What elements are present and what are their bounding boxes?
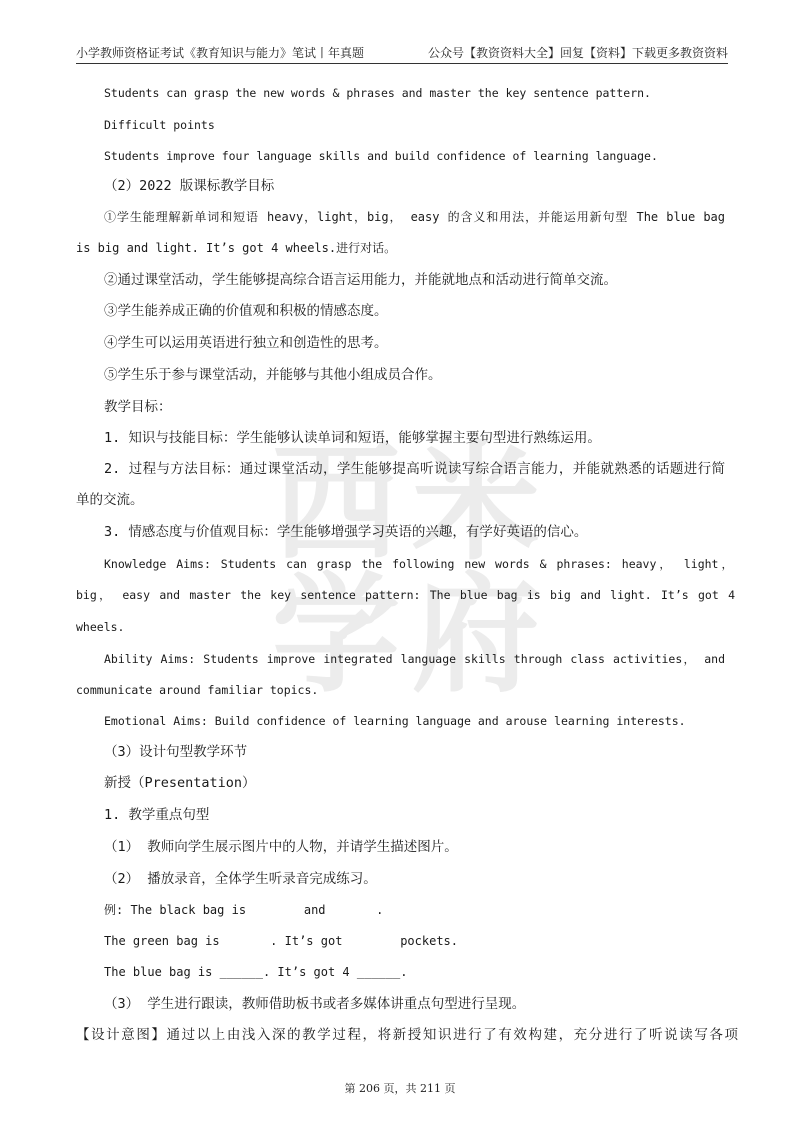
design-intent-text: 【设计意图】通过以上由浅入深的教学过程，将新授知识进行了有效构建，充分进行了听说读写各项 [76,1027,738,1043]
process-method-objective-continued: 单的交流。 [76,492,144,508]
objective-1-text: ①学生能理解新单词和短语 heavy，light，big， easy 的含义和用法，并能运用新句型 The blue bag [104,210,725,224]
curriculum-objectives-heading: （2）2022 版课标教学目标 [104,178,275,194]
example-blue-bag: The blue bag is ______. It’s got 4 ______. [104,965,408,979]
watermark-char: 学 [272,561,401,710]
ability-aims-text: Ability Aims: Students improve integrated language skills through class activities， and [104,652,725,666]
example-green-bag: The green bag is . It’s got pockets. [104,934,459,948]
step-3-text: （3） 学生进行跟读，教师借助板书或者多媒体讲重点句型进行呈现。 [104,996,526,1012]
header-promo-text: 公众号【教资资料大全】回复【资料】下载更多教资资料 [427,46,728,60]
difficult-points-heading: Difficult points [104,118,215,132]
header-divider [76,63,728,64]
header-exam-title: 小学教师资格证考试《教育知识与能力》笔试丨年真题 [76,46,365,60]
key-sentence-heading: 1. 教学重点句型 [104,807,210,823]
teaching-objectives-heading: 教学目标： [104,399,172,415]
key-point-text: Students can grasp the new words & phrases and master the key sentence pattern. [104,86,651,100]
knowledge-skill-objective: 1. 知识与技能目标：学生能够认读单词和短语，能够掌握主要句型进行熟练运用。 [104,430,601,446]
step-1-text: （1） 教师向学生展示图片中的人物，并请学生描述图片。 [104,839,458,855]
ability-aims-continued: communicate around familiar topics. [76,683,319,697]
watermark-char: 府 [412,561,541,710]
page-number-footer: 第 206 页，共 211 页 [344,1082,456,1095]
process-method-objective: 2. 过程与方法目标：通过课堂活动，学生能够提高听说读写综合语言能力，并能就熟悉的话题进行简 [104,461,725,477]
step-2-text: （2） 播放录音，全体学生听录音完成练习。 [104,871,377,887]
difficult-point-text: Students improve four language skills and build confidence of learning language. [104,149,658,163]
objective-5-text: ⑤学生乐于参与课堂活动，并能够与其他小组成员合作。 [104,367,442,383]
knowledge-aims-end: wheels. [76,620,125,634]
sentence-teaching-heading: （3）设计句型教学环节 [104,744,248,760]
presentation-heading: 新授（Presentation） [104,775,256,791]
objective-4-text: ④学生可以运用英语进行独立和创造性的思考。 [104,335,388,351]
objective-1-continued: is big and light. It’s got 4 wheels.进行对话。 [76,241,397,255]
emotional-aims-text: Emotional Aims: Build confidence of learning language and arouse learning interests. [104,714,686,728]
knowledge-aims-continued: big， easy and master the key sentence pattern: The blue bag is big and light. It’s got 4 [76,588,735,602]
objective-2-text: ②通过课堂活动，学生能够提高综合语言运用能力，并能就地点和活动进行简单交流。 [104,272,617,288]
watermark-char: 米 [412,429,541,578]
example-black-bag: 例: The black bag is and . [104,903,384,917]
watermark-char: 西 [272,429,401,578]
objective-3-text: ③学生能养成正确的价值观和积极的情感态度。 [104,303,388,319]
emotion-attitude-objective: 3. 情感态度与价值观目标：学生能够增强学习英语的兴趣，有学好英语的信心。 [104,524,588,540]
knowledge-aims-text: Knowledge Aims: Students can grasp the following new words & phrases: heavy， light， [104,557,733,571]
